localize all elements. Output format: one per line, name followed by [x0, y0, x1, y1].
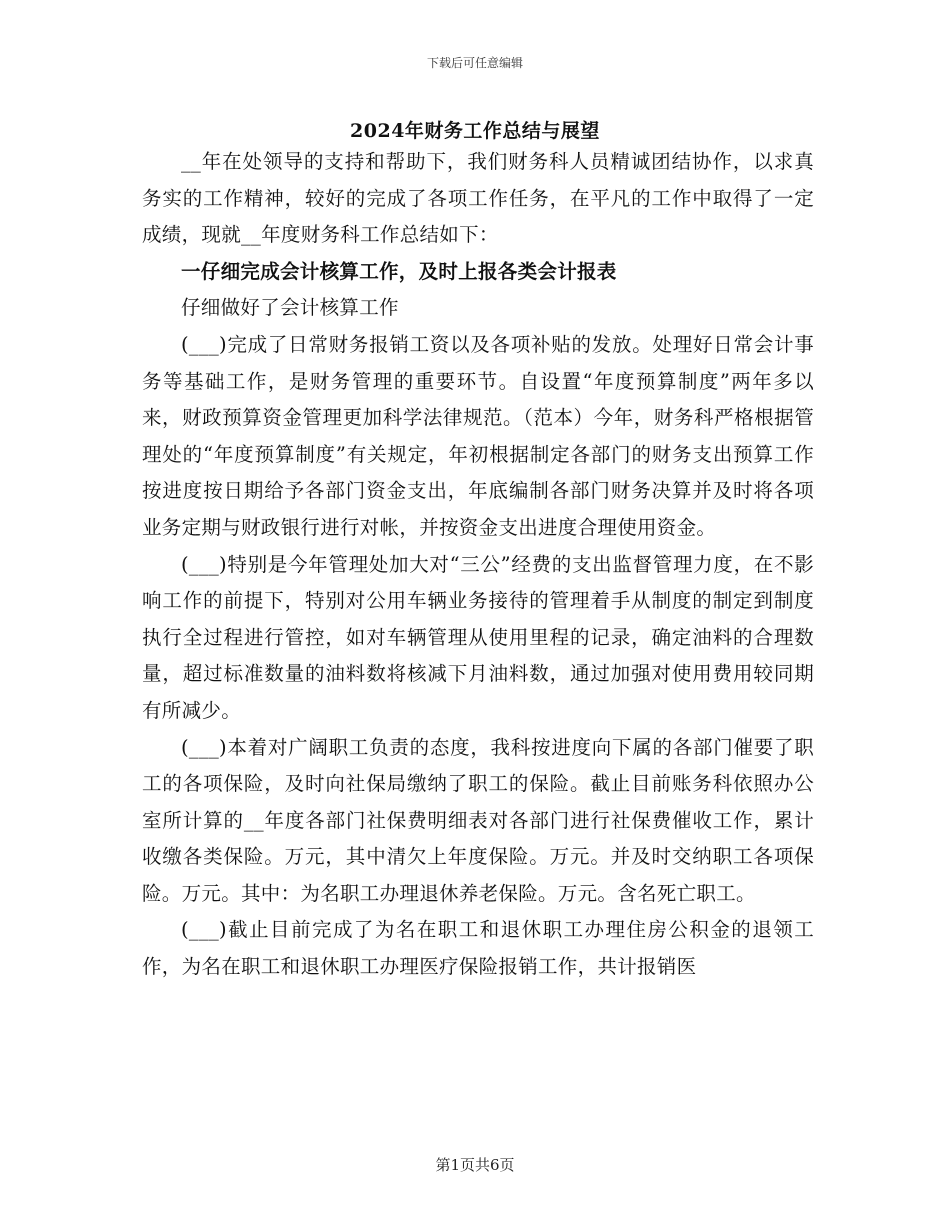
body-paragraph: (___)截止目前完成了为名在职工和退休职工办理住房公积金的退领工作，为名在职工和退休职工办理医疗保险报销工作，共计报销医 [142, 918, 814, 979]
body-paragraph: (___)完成了日常财务报销工资以及各项补贴的发放。处理好日常会计事务等基础工作，是财务管理的重要环节。自设置“年度预算制度”两年多以来，财政预算资金管理更加科学法律规范。（范本）今年，财务科严格根据管理处的“年度预算制度”有关规定，年初根据制定各部门的财务支出预算工作按进度按日期给予各部门资金支出，年底编制各部门财务决算并及时将各项业务定期与财政银行进行对帐，并按资金支出进度合理使用资金。 [142, 332, 814, 539]
subsection-heading: 仔细做好了会计核算工作 [181, 296, 399, 320]
document-title: 2024年财务工作总结与展望 [350, 120, 600, 142]
header-note: 下载后可任意编辑 [426, 56, 523, 70]
document-body [142, 144, 814, 986]
page-number: 第1页共6页 [435, 1156, 515, 1174]
body-paragraph: (___)特别是今年管理处加大对“三公”经费的支出监督管理力度，在不影响工作的前提下，特别对公用车辆业务接待的管理着手从制度的制定到制度执行全过程进行管控，如对车辆管理从使用里程的记录，确定油料的合理数量，超过标准数量的油料数将核减下月油料数，通过加强对使用费用较同期有所减少。 [142, 552, 814, 722]
section-heading: 一仔细完成会计核算工作，及时上报各类会计报表 [181, 259, 617, 283]
intro-paragraph: __年在处领导的支持和帮助下，我们财务科人员精诚团结协作，以求真务实的工作精神，较好的完成了各项工作任务，在平凡的工作中取得了一定成绩，现就__年度财务科工作总结如下： [142, 150, 814, 247]
body-paragraph: (___)本着对广阔职工负责的态度，我科按进度向下属的各部门催要了职工的各项保险，及时向社保局缴纳了职工的保险。截止目前账务科依照办公室所计算的__年度各部门社保费明细表对各部门进行社保费催收工作，累计收缴各类保险。万元，其中清欠上年度保险。万元。并及时交纳职工各项保险。万元。其中：为名职工办理退休养老保险。万元。含名死亡职工。 [142, 735, 814, 905]
